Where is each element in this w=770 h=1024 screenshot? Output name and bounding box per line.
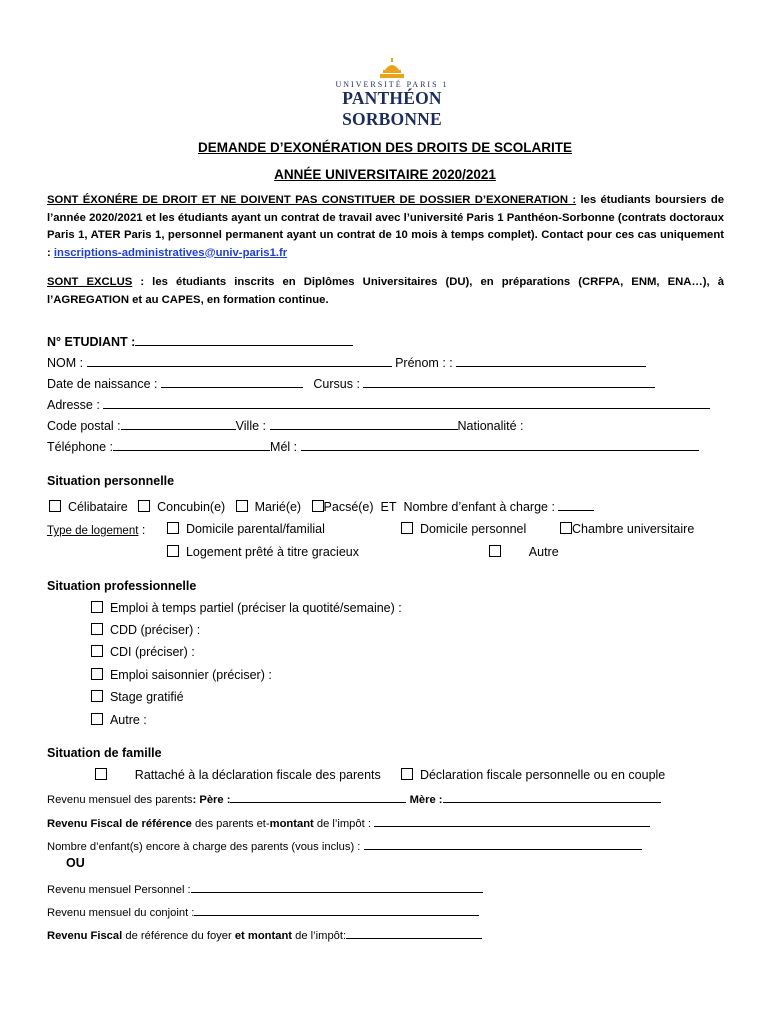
checkbox-celibataire[interactable] — [49, 500, 61, 512]
family-option-2 — [401, 768, 665, 782]
family-option-1 — [95, 768, 381, 782]
rfr-label-end: de l’impôt : — [313, 818, 371, 830]
celibataire-label: Célibataire — [67, 500, 128, 514]
checkbox-chambre-universitaire[interactable] — [560, 522, 572, 534]
prenom-label: Prénom : : — [395, 356, 453, 370]
children-charge-field[interactable] — [364, 837, 642, 850]
exoneration-notice — [47, 192, 724, 262]
family-situation-heading: Situation de famille — [47, 746, 162, 760]
spouse-income-label: Revenu mensuel du conjoint : — [47, 907, 195, 919]
birthdate-field[interactable] — [161, 375, 303, 388]
chambre-universitaire-label: Chambre universitaire — [572, 522, 695, 536]
pere-income-field[interactable] — [230, 790, 406, 803]
cdi-label: CDI (préciser) : — [109, 645, 195, 659]
phone-mail-row — [47, 438, 699, 454]
mail-field[interactable] — [301, 438, 699, 451]
housing-type-colon: : — [141, 523, 146, 537]
student-number-label: N° ETUDIANT : — [47, 335, 136, 349]
postal-code-field[interactable] — [121, 417, 236, 430]
address-field[interactable] — [103, 396, 710, 409]
checkbox-cdi[interactable] — [91, 645, 103, 657]
parents-income-row — [47, 790, 661, 806]
student-number-row — [47, 333, 353, 349]
exclusion-text: : les étudiants inscrits en Diplômes Universitaires (DU), en préparations (CRFPA, ENM, ENA…), à l’AGREGATION et au CAPES, en formation continue. — [47, 276, 725, 306]
checkbox-pro-autre[interactable] — [91, 713, 103, 725]
pro-autre-label: Autre : — [109, 713, 147, 727]
rfr-label-mid: des parents et- — [191, 818, 270, 830]
document-subtitle: ANNÉE UNIVERSITAIRE 2020/2021 — [274, 167, 496, 182]
housing-option-parental — [167, 522, 325, 536]
nom-label: NOM : — [47, 356, 84, 370]
parents-rfr-row — [47, 814, 650, 830]
checkbox-declaration-personnelle[interactable] — [401, 768, 413, 780]
logo-university-line: UNIVERSITÉ PARIS 1 — [335, 80, 449, 89]
phone-field[interactable] — [113, 438, 270, 451]
logement-prete-label: Logement prêté à titre gracieux — [185, 545, 359, 559]
housing-option-chambre — [560, 522, 694, 536]
mail-label: Mél : — [270, 440, 298, 454]
rattache-label: Rattaché à la déclaration fiscale des parents — [134, 768, 381, 782]
children-count-label: Nombre d’enfant à charge : — [403, 500, 555, 514]
checkbox-pacse[interactable] — [312, 500, 324, 512]
address-label: Adresse : — [47, 398, 100, 412]
personal-income-row — [47, 880, 483, 896]
nationality-label: Nationalité : — [457, 419, 524, 433]
birth-cursus-row — [47, 375, 655, 391]
et-label: ET — [380, 500, 397, 514]
personal-situation-heading: Situation personnelle — [47, 474, 175, 488]
housing-option-autre — [489, 545, 559, 559]
prenom-field[interactable] — [456, 354, 646, 367]
pro-option-5 — [91, 690, 184, 704]
document-title: DEMANDE D’EXONÉRATION DES DROITS DE SCOLARITE — [197, 140, 573, 155]
housing-row-1 — [47, 523, 145, 537]
university-logo — [294, 58, 490, 129]
checkbox-stage[interactable] — [91, 690, 103, 702]
concubin-label: Concubin(e) — [157, 500, 226, 514]
personal-income-field[interactable] — [191, 880, 483, 893]
contact-email-link[interactable]: inscriptions-administratives@univ-paris1.fr — [53, 246, 288, 259]
nom-field[interactable] — [87, 354, 392, 367]
parents-income-label: Revenu mensuel des parents — [47, 794, 193, 806]
mere-income-field[interactable] — [443, 790, 661, 803]
notice-lead: SONT ÉXONÉRE DE DROIT ET NE DOIVENT PAS CONSTITUER DE DOSSIER D’EXONERATION : — [47, 194, 577, 206]
checkbox-logement-autre[interactable] — [489, 545, 501, 557]
exclusion-notice — [47, 274, 724, 309]
phone-label: Téléphone : — [47, 440, 114, 454]
pantheon-dome-icon — [374, 58, 410, 80]
city-label: Ville : — [235, 419, 267, 433]
professional-situation-heading: Situation professionnelle — [47, 579, 197, 593]
household-rfr-row — [47, 926, 482, 942]
checkbox-marie[interactable] — [236, 500, 248, 512]
household-rfr-mid: de référence du foyer — [122, 930, 235, 942]
status-options-row — [49, 498, 594, 514]
children-charge-label: Nombre d’enfant(s) encore à charge des parents (vous inclus) : — [47, 841, 361, 853]
temps-partiel-label: Emploi à temps partiel (préciser la quotité/semaine) : — [109, 601, 402, 615]
checkbox-concubin[interactable] — [138, 500, 150, 512]
saisonnier-label: Emploi saisonnier (préciser) : — [109, 668, 272, 682]
rfr-label-bold: Revenu Fiscal de référence — [47, 818, 192, 830]
checkbox-temps-partiel[interactable] — [91, 601, 103, 613]
city-field[interactable] — [270, 417, 458, 430]
notice-text: les étudiants boursiers de l’année 2020/2021 et les étudiants ayant un contrat de travail avec l’université Paris 1 Panthéon-Sorbonne (contrats doctoraux Paris 1, ATER Paris 1, personnel permanent ayant un contrat de 10 mois à temps complet). Contact pour ces cas uniquement : — [47, 194, 724, 259]
checkbox-rattache-parents[interactable] — [95, 768, 107, 780]
children-count-field[interactable] — [558, 498, 594, 511]
spouse-income-row — [47, 903, 479, 919]
housing-option-pret — [167, 545, 359, 559]
pere-label: : Père : — [192, 794, 231, 806]
checkbox-cdd[interactable] — [91, 623, 103, 635]
postal-code-label: Code postal : — [47, 419, 121, 433]
household-rfr-bold: Revenu Fiscal — [47, 930, 123, 942]
pro-option-4 — [91, 668, 272, 682]
name-row — [47, 354, 646, 370]
checkbox-saisonnier[interactable] — [91, 668, 103, 680]
student-number-field[interactable] — [135, 333, 353, 346]
address-row — [47, 396, 710, 412]
pro-option-3 — [91, 645, 195, 659]
pro-option-2 — [91, 623, 200, 637]
logement-autre-label: Autre — [528, 545, 559, 559]
household-rfr-montant: et montant — [234, 930, 293, 942]
household-rfr-end: de l’impôt: — [292, 930, 347, 942]
postal-city-row — [47, 417, 524, 433]
exclusion-lead: SONT EXCLUS — [47, 276, 133, 288]
rfr-label-montant: montant — [269, 818, 314, 830]
checkbox-domicile-personnel[interactable] — [401, 522, 413, 534]
parents-rfr-field[interactable] — [374, 814, 650, 827]
children-charge-row — [47, 837, 642, 853]
checkbox-domicile-parental[interactable] — [167, 522, 179, 534]
cdd-label: CDD (préciser) : — [109, 623, 201, 637]
pro-option-1 — [91, 601, 402, 615]
domicile-personnel-label: Domicile personnel — [419, 522, 527, 536]
domicile-parental-label: Domicile parental/familial — [185, 522, 325, 536]
cursus-label: Cursus : — [313, 377, 360, 391]
pro-option-6 — [91, 713, 147, 727]
household-rfr-field[interactable] — [346, 926, 482, 939]
logo-pantheon-sorbonne: PANTHÉON SORBONNE — [342, 88, 442, 129]
birthdate-label: Date de naissance : — [47, 377, 158, 391]
stage-label: Stage gratifié — [109, 690, 184, 704]
housing-type-label: Type de logement — [47, 525, 139, 537]
checkbox-logement-prete[interactable] — [167, 545, 179, 557]
housing-option-personnel — [401, 522, 526, 536]
spouse-income-field[interactable] — [194, 903, 479, 916]
pacse-label: Pacsé(e) — [323, 500, 374, 514]
personal-income-label: Revenu mensuel Personnel : — [47, 884, 191, 896]
ou-separator: OU — [66, 856, 85, 870]
cursus-field[interactable] — [363, 375, 655, 388]
declaration-personnelle-label: Déclaration fiscale personnelle ou en couple — [419, 768, 666, 782]
mere-label: Mère : — [409, 794, 443, 806]
marie-label: Marié(e) — [254, 500, 302, 514]
